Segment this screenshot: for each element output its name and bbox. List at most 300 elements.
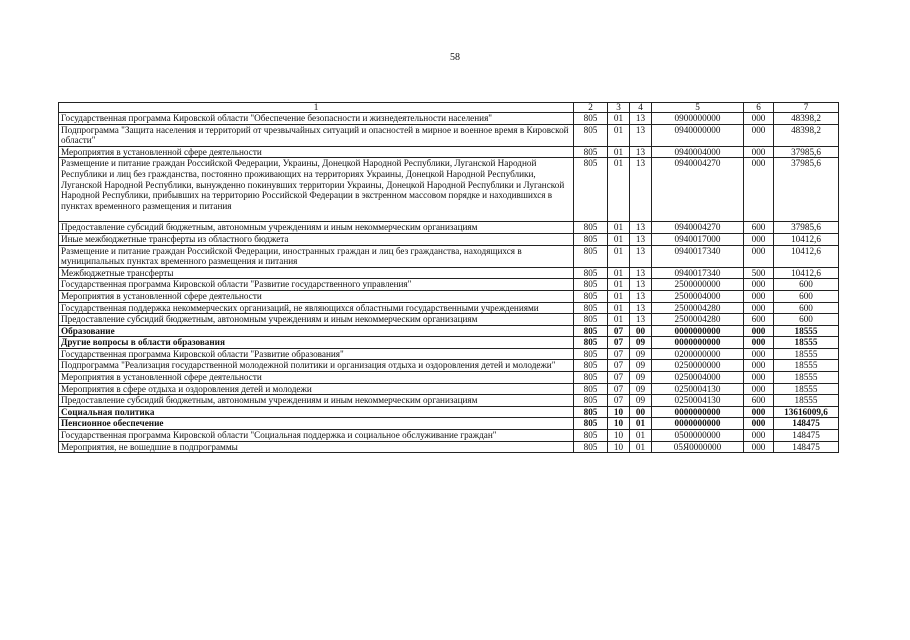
row-expense-type-cell (744, 158, 774, 222)
row-expense-type-cell (744, 395, 774, 407)
row-code-cell-text: 805 (583, 290, 598, 301)
row-name-cell-text: Подпрограмма "Реализация государственной молодежной политики и организация отдыха и оздоровления детей и молодежи" (61, 360, 556, 371)
row-target-article-cell (652, 158, 744, 222)
row-subsection-cell-text: 09 (635, 372, 646, 383)
row-subsection-cell-text: 13 (635, 279, 646, 290)
row-target-article-cell (652, 360, 744, 372)
row-expense-type-cell-text: 600 (751, 395, 766, 406)
row-amount-cell (774, 290, 839, 302)
row-name-cell-text: Размещение и питание граждан Российской Федерации, Украины, Донецкой Народной Республики, Луганской Народной Республики и лиц без гражданства, постоянно проживающих на территориях Украины, Донецкой Народной Республики, Луганской Народной Республики, вынужденно покинувших территории Украины, Донецкой Народной Республики и Луганской Народной Республики, прибывших на территорию Российской Федерации в экстренном массовом порядке и находившихся в пунктах временного размещения и питания (61, 158, 565, 211)
row-name-cell-text: Государственная программа Кировской области "Развитие образования" (61, 348, 344, 359)
row-code-cell-text: 805 (583, 383, 598, 394)
row-subsection-cell (630, 146, 652, 158)
row-code-cell-text: 805 (583, 158, 598, 169)
row-amount-cell (774, 233, 839, 245)
row-amount-cell-text: 18555 (794, 325, 818, 336)
row-name-cell-text: Предоставление субсидий бюджетным, автономным учреждениям и иным некоммерческим организациям (61, 222, 478, 233)
table-row (59, 372, 839, 384)
row-amount-cell-text: 148475 (792, 430, 820, 441)
row-subsection-cell (630, 233, 652, 245)
column-header: 6 (744, 103, 774, 113)
row-target-article-cell (652, 430, 744, 442)
row-subsection-cell (630, 124, 652, 146)
row-section-cell-text: 01 (613, 245, 624, 256)
row-subsection-cell (630, 337, 652, 349)
row-subsection-cell-text: 13 (635, 158, 646, 169)
row-subsection-cell-text: 13 (635, 124, 646, 135)
row-section-cell (608, 233, 630, 245)
row-code-cell (574, 395, 608, 407)
row-amount-cell-text: 18555 (794, 348, 818, 359)
row-name-cell (59, 406, 574, 418)
row-subsection-cell-text: 13 (635, 233, 646, 244)
table-row (59, 113, 839, 125)
row-amount-cell (774, 325, 839, 337)
row-section-cell-text: 10 (613, 406, 624, 417)
table-row (59, 441, 839, 453)
row-code-cell (574, 406, 608, 418)
row-name-cell (59, 245, 574, 267)
row-name-cell (59, 233, 574, 245)
row-subsection-cell (630, 279, 652, 291)
row-code-cell-text: 805 (583, 372, 598, 383)
row-code-cell (574, 113, 608, 125)
row-code-cell-text: 805 (583, 314, 598, 325)
row-amount-cell (774, 406, 839, 418)
table-row (59, 245, 839, 267)
row-name-cell-text: Иные межбюджетные трансферты из областного бюджета (61, 233, 289, 244)
row-section-cell-text: 01 (613, 233, 624, 244)
row-amount-cell (774, 360, 839, 372)
row-target-article-cell-text: 2500004280 (674, 302, 721, 313)
row-expense-type-cell-text: 000 (751, 233, 766, 244)
row-target-article-cell (652, 418, 744, 430)
row-name-cell (59, 348, 574, 360)
row-code-cell (574, 441, 608, 453)
row-name-cell-text: Мероприятия в установленной сфере деятельности (61, 290, 262, 301)
row-target-article-cell (652, 290, 744, 302)
row-code-cell-text: 805 (583, 325, 598, 336)
row-code-cell (574, 267, 608, 279)
row-expense-type-cell-text: 000 (751, 430, 766, 441)
row-code-cell (574, 360, 608, 372)
row-name-cell-text: Социальная политика (61, 406, 155, 417)
row-section-cell (608, 146, 630, 158)
row-subsection-cell-text: 01 (635, 418, 646, 429)
row-section-cell-text: 01 (613, 146, 624, 157)
row-target-article-cell (652, 146, 744, 158)
row-expense-type-cell-text: 000 (751, 325, 766, 336)
row-section-cell-text: 07 (613, 348, 624, 359)
row-target-article-cell (652, 302, 744, 314)
row-name-cell (59, 325, 574, 337)
row-code-cell-text: 805 (583, 337, 598, 348)
row-code-cell (574, 337, 608, 349)
row-code-cell (574, 290, 608, 302)
row-amount-cell (774, 113, 839, 125)
row-amount-cell (774, 383, 839, 395)
row-code-cell (574, 430, 608, 442)
row-subsection-cell-text: 13 (635, 146, 646, 157)
row-target-article-cell (652, 395, 744, 407)
row-section-cell-text: 07 (613, 337, 624, 348)
row-target-article-cell (652, 222, 744, 234)
row-expense-type-cell-text: 000 (751, 372, 766, 383)
row-subsection-cell-text: 09 (635, 395, 646, 406)
row-section-cell-text: 07 (613, 360, 624, 371)
row-target-article-cell (652, 124, 744, 146)
row-subsection-cell (630, 245, 652, 267)
row-code-cell-text: 805 (583, 233, 598, 244)
row-section-cell (608, 290, 630, 302)
row-code-cell (574, 146, 608, 158)
row-subsection-cell-text: 13 (635, 222, 646, 233)
row-name-cell-text: Мероприятия, не вошедшие в подпрограммы (61, 441, 238, 452)
row-section-cell (608, 124, 630, 146)
table-row (59, 222, 839, 234)
row-target-article-cell-text: 0900000000 (674, 113, 721, 123)
row-expense-type-cell (744, 337, 774, 349)
table-row (59, 325, 839, 337)
row-subsection-cell-text: 01 (635, 430, 646, 441)
row-subsection-cell (630, 441, 652, 453)
row-subsection-cell (630, 418, 652, 430)
row-code-cell (574, 314, 608, 326)
row-subsection-cell-text: 00 (635, 325, 646, 336)
row-target-article-cell-text: 0940004000 (674, 146, 721, 157)
row-expense-type-cell (744, 360, 774, 372)
row-expense-type-cell-text: 600 (751, 222, 766, 233)
row-name-cell (59, 418, 574, 430)
row-name-cell-text: Предоставление субсидий бюджетным, автономным учреждениям и иным некоммерческим организациям (61, 314, 478, 325)
row-code-cell (574, 302, 608, 314)
table-row (59, 383, 839, 395)
row-expense-type-cell-text: 000 (751, 302, 766, 313)
row-code-cell-text: 805 (583, 430, 598, 441)
row-subsection-cell (630, 406, 652, 418)
row-code-cell (574, 124, 608, 146)
row-target-article-cell-text: 0250000000 (674, 360, 721, 371)
row-subsection-cell (630, 372, 652, 384)
row-amount-cell-text: 148475 (792, 441, 820, 452)
row-expense-type-cell-text: 000 (751, 245, 766, 256)
row-target-article-cell (652, 325, 744, 337)
row-target-article-cell-text: 0000000000 (674, 337, 721, 348)
row-code-cell-text: 805 (583, 395, 598, 406)
row-expense-type-cell (744, 372, 774, 384)
row-section-cell (608, 337, 630, 349)
table-row (59, 337, 839, 349)
row-target-article-cell-text: 2500000000 (674, 279, 721, 290)
row-name-cell (59, 383, 574, 395)
row-amount-cell (774, 314, 839, 326)
row-section-cell-text: 10 (613, 441, 624, 452)
row-expense-type-cell (744, 314, 774, 326)
row-section-cell (608, 222, 630, 234)
row-name-cell-text: Государственная программа Кировской области "Социальная поддержка и социальное обслуживание граждан" (61, 430, 497, 441)
row-code-cell (574, 325, 608, 337)
row-target-article-cell-text: 0200000000 (674, 348, 721, 359)
row-name-cell (59, 430, 574, 442)
table-row (59, 158, 839, 222)
row-section-cell (608, 418, 630, 430)
row-amount-cell-text: 148475 (792, 418, 820, 429)
row-amount-cell-text: 48398,2 (791, 124, 821, 135)
row-target-article-cell-text: 0940017340 (674, 267, 721, 278)
row-amount-cell-text: 18555 (794, 395, 818, 406)
table-row (59, 290, 839, 302)
row-target-article-cell-text: 2500004000 (674, 290, 721, 301)
row-target-article-cell (652, 383, 744, 395)
row-code-cell (574, 372, 608, 384)
row-name-cell (59, 158, 574, 222)
row-target-article-cell-text: 0250004130 (674, 383, 721, 394)
row-name-cell-text: Мероприятия в сфере отдыха и оздоровления детей и молодежи (61, 383, 312, 394)
row-expense-type-cell-text: 000 (751, 383, 766, 394)
row-expense-type-cell (744, 233, 774, 245)
row-amount-cell (774, 124, 839, 146)
row-amount-cell (774, 418, 839, 430)
row-target-article-cell-text: 0250004000 (674, 372, 721, 383)
table-header-row (59, 103, 839, 113)
row-amount-cell (774, 158, 839, 222)
row-code-cell (574, 158, 608, 222)
row-expense-type-cell (744, 290, 774, 302)
row-name-cell-text: Размещение и питание граждан Российской Федерации, иностранных граждан и лиц без гражданства, находящихся в муниципальных пунктах временного размещения и питания (61, 245, 522, 267)
row-name-cell-text: Мероприятия в установленной сфере деятельности (61, 146, 262, 157)
row-section-cell (608, 395, 630, 407)
row-amount-cell-text: 18555 (794, 337, 818, 348)
column-header: 5 (652, 103, 744, 113)
row-section-cell (608, 245, 630, 267)
row-name-cell (59, 337, 574, 349)
row-amount-cell (774, 222, 839, 234)
row-expense-type-cell-text: 500 (751, 267, 766, 278)
row-subsection-cell (630, 348, 652, 360)
row-subsection-cell (630, 325, 652, 337)
row-expense-type-cell (744, 406, 774, 418)
row-amount-cell-text: 10412,6 (791, 233, 821, 244)
row-expense-type-cell (744, 245, 774, 267)
row-subsection-cell (630, 430, 652, 442)
row-expense-type-cell-text: 000 (751, 279, 766, 290)
row-subsection-cell (630, 113, 652, 125)
row-name-cell-text: Подпрограмма "Защита населения и территорий от чрезвычайных ситуаций и опасностей в мирное и военное время в Кировской области" (61, 124, 569, 146)
table-row (59, 302, 839, 314)
row-code-cell-text: 805 (583, 267, 598, 278)
row-name-cell (59, 124, 574, 146)
row-code-cell-text: 805 (583, 279, 598, 290)
row-section-cell-text: 01 (613, 222, 624, 233)
row-expense-type-cell (744, 267, 774, 279)
row-expense-type-cell-text: 000 (751, 124, 766, 135)
row-section-cell (608, 158, 630, 222)
page-number: 58 (450, 52, 460, 63)
row-expense-type-cell-text: 000 (751, 441, 766, 452)
row-section-cell-text: 07 (613, 395, 624, 406)
row-subsection-cell (630, 290, 652, 302)
row-amount-cell (774, 441, 839, 453)
row-name-cell (59, 372, 574, 384)
row-expense-type-cell (744, 279, 774, 291)
row-name-cell (59, 314, 574, 326)
row-section-cell (608, 360, 630, 372)
row-section-cell (608, 383, 630, 395)
row-name-cell-text: Государственная программа Кировской области "Развитие государственного управления" (61, 279, 412, 290)
row-subsection-cell-text: 13 (635, 314, 646, 325)
row-code-cell-text: 805 (583, 441, 598, 452)
row-target-article-cell-text: 0940004270 (674, 222, 721, 233)
row-target-article-cell (652, 372, 744, 384)
row-expense-type-cell-text: 000 (751, 113, 766, 123)
row-expense-type-cell-text: 000 (751, 418, 766, 429)
table-row (59, 233, 839, 245)
row-code-cell-text: 805 (583, 406, 598, 417)
row-amount-cell-text: 18555 (794, 360, 818, 371)
row-name-cell (59, 267, 574, 279)
row-section-cell-text: 01 (613, 279, 624, 290)
row-code-cell (574, 418, 608, 430)
row-subsection-cell (630, 383, 652, 395)
row-section-cell-text: 01 (613, 267, 624, 278)
column-header: 3 (608, 103, 630, 113)
row-subsection-cell-text: 13 (635, 245, 646, 256)
row-amount-cell-text: 48398,2 (791, 113, 821, 123)
row-subsection-cell-text: 00 (635, 406, 646, 417)
column-header: 7 (774, 103, 839, 113)
table-row (59, 418, 839, 430)
row-name-cell (59, 441, 574, 453)
table-row (59, 124, 839, 146)
table-row (59, 146, 839, 158)
table-row (59, 360, 839, 372)
table-row (59, 314, 839, 326)
row-target-article-cell-text: 0940017000 (674, 233, 721, 244)
row-target-article-cell-text: 0940000000 (674, 124, 721, 135)
row-section-cell-text: 01 (613, 158, 624, 169)
row-expense-type-cell (744, 430, 774, 442)
row-section-cell (608, 348, 630, 360)
row-amount-cell-text: 13616009,6 (784, 406, 828, 417)
row-subsection-cell-text: 09 (635, 360, 646, 371)
row-section-cell (608, 302, 630, 314)
row-section-cell (608, 113, 630, 125)
row-expense-type-cell (744, 124, 774, 146)
row-section-cell-text: 01 (613, 302, 624, 313)
row-section-cell-text: 07 (613, 325, 624, 336)
row-section-cell-text: 01 (613, 314, 624, 325)
row-target-article-cell (652, 245, 744, 267)
row-target-article-cell (652, 279, 744, 291)
row-name-cell (59, 279, 574, 291)
row-subsection-cell (630, 395, 652, 407)
table-row (59, 406, 839, 418)
row-section-cell (608, 279, 630, 291)
row-amount-cell (774, 348, 839, 360)
row-section-cell-text: 01 (613, 113, 624, 123)
row-code-cell (574, 233, 608, 245)
row-amount-cell-text: 10412,6 (791, 267, 821, 278)
row-target-article-cell-text: 0250004130 (674, 395, 721, 406)
row-amount-cell-text: 600 (799, 314, 813, 325)
row-name-cell-text: Пенсионное обеспечение (61, 418, 164, 429)
row-name-cell-text: Образование (61, 325, 115, 336)
row-target-article-cell-text: 0940017340 (674, 245, 721, 256)
row-expense-type-cell-text: 000 (751, 360, 766, 371)
row-subsection-cell-text: 09 (635, 383, 646, 394)
row-target-article-cell (652, 406, 744, 418)
row-amount-cell-text: 600 (799, 290, 813, 301)
budget-table (58, 102, 839, 453)
row-amount-cell (774, 267, 839, 279)
row-amount-cell (774, 302, 839, 314)
row-amount-cell (774, 245, 839, 267)
row-expense-type-cell-text: 000 (751, 158, 766, 169)
row-subsection-cell (630, 360, 652, 372)
row-code-cell-text: 805 (583, 146, 598, 157)
row-section-cell-text: 01 (613, 290, 624, 301)
row-target-article-cell-text: 2500004280 (674, 314, 721, 325)
row-code-cell-text: 805 (583, 113, 598, 123)
row-name-cell (59, 302, 574, 314)
row-amount-cell-text: 37985,6 (791, 222, 821, 233)
row-name-cell (59, 290, 574, 302)
row-expense-type-cell (744, 383, 774, 395)
row-target-article-cell-text: 0000000000 (674, 418, 721, 429)
row-name-cell-text: Мероприятия в установленной сфере деятельности (61, 372, 262, 383)
row-code-cell-text: 805 (583, 360, 598, 371)
row-section-cell-text: 07 (613, 383, 624, 394)
row-code-cell-text: 805 (583, 124, 598, 135)
row-target-article-cell-text: 0940004270 (674, 158, 721, 169)
row-section-cell (608, 430, 630, 442)
table-row (59, 430, 839, 442)
row-expense-type-cell (744, 441, 774, 453)
table-row (59, 279, 839, 291)
row-name-cell-text: Государственная поддержка некоммерческих организаций, не являющихся областными государственными учреждениями (61, 302, 539, 313)
row-code-cell (574, 245, 608, 267)
row-code-cell-text: 805 (583, 222, 598, 233)
row-target-article-cell-text: 0000000000 (674, 325, 721, 336)
row-section-cell-text: 01 (613, 124, 624, 135)
row-target-article-cell (652, 337, 744, 349)
row-section-cell (608, 372, 630, 384)
row-amount-cell-text: 10412,6 (791, 245, 821, 256)
row-amount-cell-text: 18555 (794, 383, 818, 394)
row-section-cell (608, 325, 630, 337)
row-section-cell (608, 441, 630, 453)
row-name-cell (59, 146, 574, 158)
row-amount-cell (774, 337, 839, 349)
row-section-cell-text: 10 (613, 430, 624, 441)
row-name-cell-text: Предоставление субсидий бюджетным, автономным учреждениям и иным некоммерческим организациям (61, 395, 478, 406)
row-subsection-cell-text: 01 (635, 441, 646, 452)
row-code-cell-text: 805 (583, 418, 598, 429)
row-subsection-cell (630, 302, 652, 314)
row-name-cell-text: Межбюджетные трансферты (61, 267, 174, 278)
row-expense-type-cell-text: 000 (751, 146, 766, 157)
row-expense-type-cell (744, 146, 774, 158)
row-name-cell (59, 395, 574, 407)
row-name-cell (59, 222, 574, 234)
row-subsection-cell (630, 267, 652, 279)
row-amount-cell (774, 395, 839, 407)
table-row (59, 348, 839, 360)
row-target-article-cell (652, 441, 744, 453)
row-expense-type-cell (744, 222, 774, 234)
row-code-cell-text: 805 (583, 245, 598, 256)
row-section-cell-text: 07 (613, 372, 624, 383)
